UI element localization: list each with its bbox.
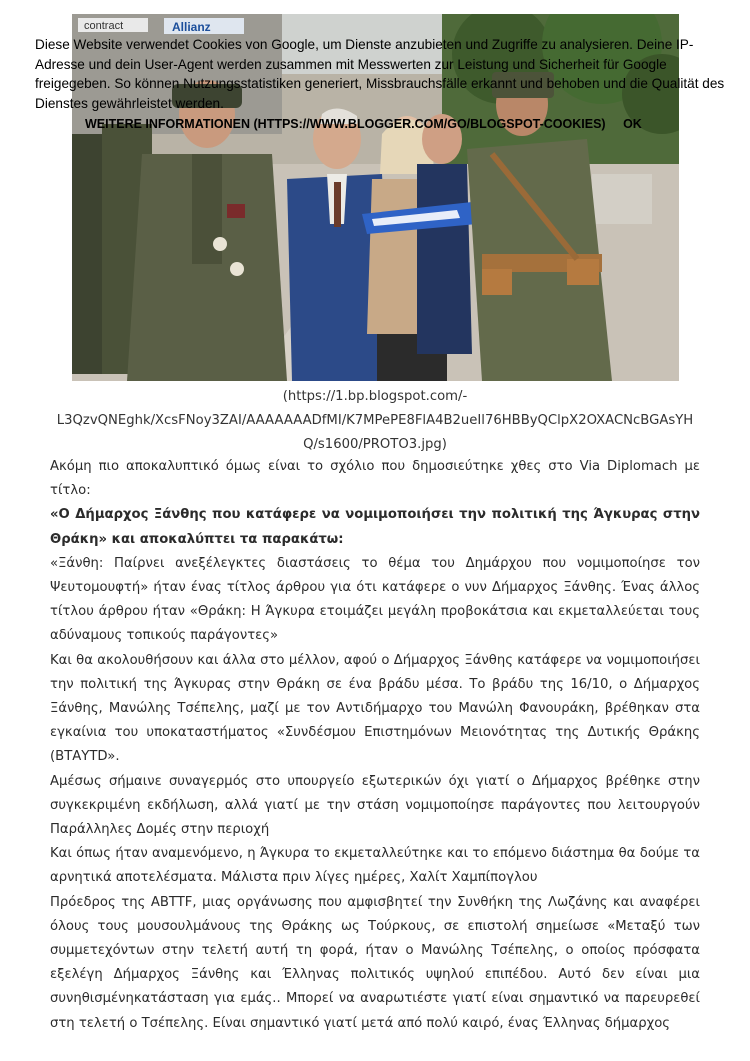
- ok-button[interactable]: OK: [623, 117, 642, 131]
- paragraph: Ακόμη πιο αποκαλυπτικό όμως είναι το σχόλιο που δημοσιεύτηκε χθες στο Via Diplomach με τίτλο:: [50, 459, 700, 499]
- sign-contract: contract: [84, 20, 124, 32]
- paragraph: Αμέσως σήμαινε συναγερμός στο υπουργείο εξωτερικών όχι γιατί ο Δήμαρχος βρέθηκε στην συγκεκριμένη εκδήλωση, αλλά γιατί με την στάση νομιμοποίησε παράγοντες που λειτουργούν Παράλληλες Δομές στην περιοχή: [50, 773, 700, 838]
- sign-allianz: Allianz: [172, 20, 211, 34]
- paragraph: «Ξάνθη: Παίρνει ανεξέλεγκτες διαστάσεις το θέμα του Δημάρχου που νομιμοποίησε τον Ψευτομουφτή» ήταν ένας τίτλος άρθρου για ότι κατάφερε ο νυν Δήμαρχος Ξάνθης. Ένας άλλος τίτλου άρθρου ήταν «Θράκη: Η Άγκυρα ετοιμάζει μεγάλη προβοκάτσια και εκμεταλλεύεται τους αδύναμους τοπικούς παράγοντες»: [50, 555, 700, 644]
- paragraph-headline: «Ο Δήμαρχος Ξάνθης που κατάφερε να νομιμοποιήσει την πολιτική της Άγκυρας στην Θράκη» και αποκαλύπτει τα παρακάτω:: [50, 507, 700, 547]
- cookie-banner-actions: [85, 117, 642, 131]
- more-info-link[interactable]: WEITERE INFORMATIONEN (HTTPS://WWW.BLOGGER.COM/GO/BLOGSPOT-COOKIES): [85, 117, 606, 131]
- paragraph: Πρόεδρος της ABTTF, μιας οργάνωσης που αμφισβητεί την Συνθήκη της Λωζάνης και αναφέρει όλους τους μουσουλμάνους της Θράκης ως Τούρκους, σε επιστολή σημείωσε «Μεταξύ των συμμετεχόντων στην τελετή αυτή τη φορά, ήταν ο Μανώλης Τσέπελης, ο οποίος πρόσφατα εξελέγη Δήμαρχος Ξάνθης και Έλληνας πολιτικός υψηλού επιπέδου. Αυτό δεν είναι μια συνηθισμένηκατάσταση για εμάς.. Μπορεί να αναρωτιέστε γιατί είναι σημαντικό να παρευρεθεί στη τελετή ο Τσέπελης. Είναι σημαντικό γιατί μετά από πολύ καιρό, ένας Έλληνας δήμαρχος: [50, 894, 700, 1031]
- article-body: [50, 455, 700, 1036]
- paragraph: Και όπως ήταν αναμενόμενο, η Άγκυρα το εκμεταλλεύτηκε και το επόμενο διάστημα θα δούμε τα αρνητικά αποτελέσματα. Μάλιστα πριν λίγες ημέρες, Χαλίτ Χαμπίπογλου: [50, 846, 700, 886]
- image-caption: (https://1.bp.blogspot.com/-L3QzvQNEghk/XcsFNoy3ZAI/AAAAAAADfMI/K7MPePE8FlA4B2ueIl76HBByQClpX2OXACNcBGAsYH Q/s1600/PROTO3.jpg): [56, 389, 694, 452]
- cookie-banner-message: Diese Website verwendet Cookies von Google, um Dienste anzubieten und Zugriffe zu analysieren. Deine IP-Adresse und dein User-Agent werden zusammen mit Messwerten zur Leistung und Sicherheit für Google freigegeben. So können Nutzungsstatistiken generiert, Missbrauchsfälle erkannt und behoben und die Qualität des Dienstes gewährleistet werden.: [35, 37, 725, 111]
- paragraph: Και θα ακολουθήσουν και άλλα στο μέλλον, αφού ο Δήμαρχος Ξάνθης κατάφερε να νομιμοποιήσει την πολιτική της Άγκυρας στην Θράκη σε ένα βράδυ μέσα. Το βράδυ της 16/10, ο Δήμαρχος Ξάνθης, Μανώλης Τσέπελης, μαζί με τον Αντιδήμαρχο του Μανώλη Φανουράκη, βρέθηκαν στα εγκαίνια του υποκαταστήματος «Συνδέσμου Επιστημόνων Μειονότητας της Δυτικής Θράκης (ΒΤΑΥΤD».: [50, 652, 700, 765]
